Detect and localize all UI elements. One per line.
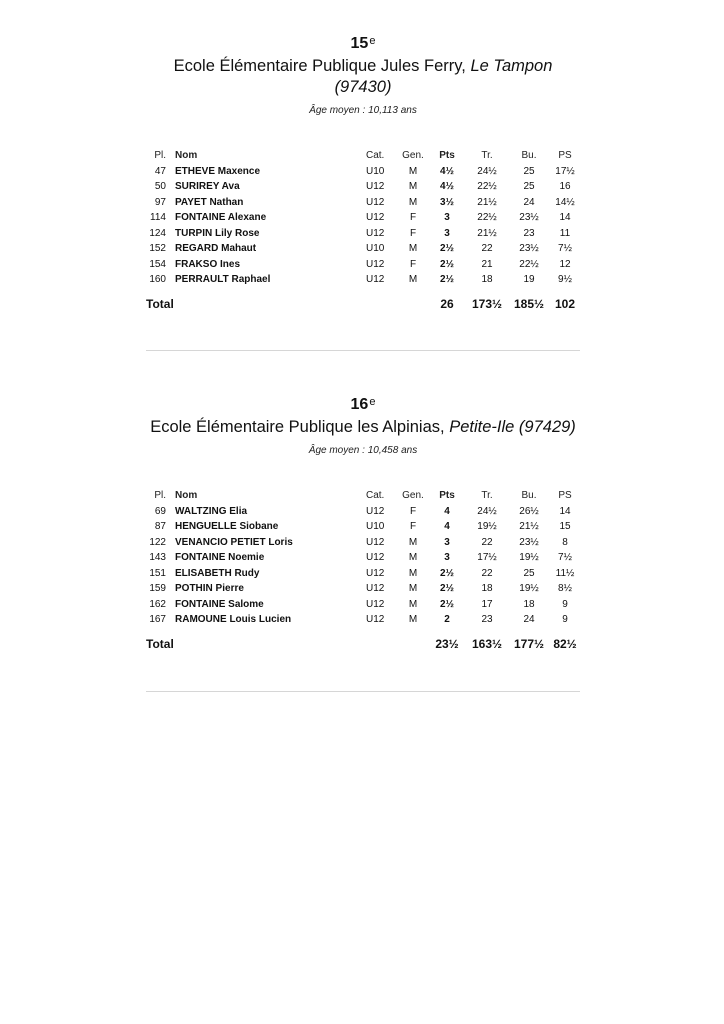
player-nom: REGARD Mahaut <box>175 243 257 254</box>
player-pl: 97 <box>154 196 166 208</box>
player-nom: SURIREY Ava <box>175 181 240 192</box>
school-town: Petite-Ile <box>449 418 515 436</box>
player-cat: U12 <box>366 505 385 517</box>
total-tr: 173½ <box>471 296 503 311</box>
player-row <box>146 241 580 257</box>
player-pl: 122 <box>149 536 166 548</box>
player-row <box>146 612 580 628</box>
player-bu: 19 <box>523 274 535 285</box>
player-tr: 22 <box>481 243 493 254</box>
player-nom: POTHIN Pierre <box>175 583 244 594</box>
player-ps: 16 <box>559 181 571 192</box>
total-row <box>146 628 580 655</box>
player-pts: 2½ <box>440 567 454 579</box>
col-header-ps: PS <box>558 490 572 501</box>
player-nom: PAYET Nathan <box>175 196 244 208</box>
player-cat: U12 <box>366 196 385 208</box>
player-gen: F <box>409 212 417 223</box>
player-bu: 19½ <box>519 583 539 594</box>
rank-suffix: e <box>369 396 376 408</box>
team-table-body <box>146 504 580 628</box>
player-nom: HENGUELLE Siobane <box>175 521 279 532</box>
rank-suffix: e <box>369 35 376 47</box>
player-pts: 3½ <box>440 196 454 208</box>
player-nom: FONTAINE Salome <box>175 598 264 610</box>
player-pts: 2½ <box>440 274 454 285</box>
team-rank <box>146 395 580 415</box>
player-gen: F <box>409 521 417 532</box>
player-cat: U12 <box>366 227 385 239</box>
player-row <box>146 597 580 613</box>
player-cat: U12 <box>366 258 385 270</box>
team-table-body <box>146 164 580 288</box>
player-ps: 7½ <box>558 243 572 254</box>
player-cat: U10 <box>366 521 385 532</box>
total-spacer-cat <box>366 628 398 655</box>
player-bu: 25 <box>523 165 535 177</box>
col-header-pl: Pl. <box>154 490 166 501</box>
col-header-tr: Tr. <box>481 150 493 161</box>
total-pts: 23½ <box>435 636 459 651</box>
player-gen: M <box>408 598 418 610</box>
player-cat: U12 <box>366 598 385 610</box>
player-pl: 87 <box>154 521 166 532</box>
player-pts: 3 <box>444 227 450 239</box>
player-pl: 160 <box>149 274 166 285</box>
player-nom: RAMOUNE Louis Lucien <box>175 614 292 625</box>
player-cat: U12 <box>366 536 385 548</box>
player-tr: 22½ <box>477 181 497 192</box>
player-pts: 3 <box>444 552 450 563</box>
player-gen: M <box>408 196 418 208</box>
player-pl: 167 <box>149 614 166 625</box>
player-bu: 23 <box>523 227 535 239</box>
player-ps: 9 <box>562 614 568 625</box>
col-header-ps: PS <box>558 150 572 161</box>
player-gen: F <box>409 227 417 239</box>
player-gen: M <box>408 165 418 177</box>
player-bu: 25 <box>523 181 535 192</box>
player-pl: 124 <box>149 227 166 239</box>
player-pl: 152 <box>149 243 166 254</box>
player-cat: U10 <box>366 165 385 177</box>
player-pl: 50 <box>154 181 166 192</box>
total-bu: 185½ <box>513 296 545 311</box>
player-pts: 3 <box>444 212 450 223</box>
player-nom: ELISABETH Rudy <box>175 567 260 579</box>
col-header-tr: Tr. <box>481 490 493 501</box>
player-bu: 22½ <box>519 258 539 270</box>
player-row <box>146 195 580 211</box>
player-nom: FONTAINE Alexane <box>175 212 267 223</box>
total-label: Total <box>146 636 174 651</box>
player-gen: M <box>408 552 418 563</box>
col-header-pl: Pl. <box>154 150 166 161</box>
player-tr: 17 <box>481 598 493 610</box>
player-row <box>146 257 580 273</box>
total-spacer-gen <box>398 288 428 315</box>
total-label: Total <box>146 296 174 311</box>
player-row <box>146 566 580 582</box>
player-pts: 4 <box>444 505 450 517</box>
player-pl: 159 <box>149 583 166 594</box>
player-gen: M <box>408 536 418 548</box>
col-header-gen: Gen. <box>402 490 424 501</box>
total-tr: 163½ <box>471 636 503 651</box>
total-spacer-cat <box>366 288 398 315</box>
player-tr: 18 <box>481 274 493 285</box>
total-bu: 177½ <box>513 636 545 651</box>
player-pts: 2½ <box>440 258 454 270</box>
total-row <box>146 288 580 315</box>
player-row <box>146 179 580 195</box>
col-header-cat: Cat. <box>366 490 385 501</box>
player-tr: 24½ <box>477 165 497 177</box>
team-table-15 <box>146 148 580 315</box>
player-pl: 162 <box>149 598 166 610</box>
team-rank <box>146 34 580 54</box>
player-bu: 18 <box>523 598 535 610</box>
player-cat: U12 <box>366 552 385 563</box>
player-tr: 21½ <box>477 196 497 208</box>
player-pl: 69 <box>154 505 166 517</box>
player-ps: 11½ <box>555 567 575 579</box>
player-nom: TURPIN Lily Rose <box>175 227 260 239</box>
col-header-pts: Pts <box>439 150 455 161</box>
total-pts: 26 <box>440 296 454 311</box>
school-postcode: (97430) <box>334 78 392 96</box>
player-tr: 22 <box>481 567 493 579</box>
player-bu: 24 <box>523 196 535 208</box>
player-tr: 24½ <box>477 505 497 517</box>
player-pl: 151 <box>149 567 166 579</box>
player-pl: 143 <box>149 552 166 563</box>
player-pts: 3 <box>444 536 450 548</box>
player-row <box>146 504 580 520</box>
player-ps: 9½ <box>558 274 572 285</box>
player-tr: 22 <box>481 536 493 548</box>
player-cat: U12 <box>366 614 385 625</box>
player-pts: 2 <box>444 614 450 625</box>
player-row <box>146 550 580 566</box>
player-nom: VENANCIO PETIET Loris <box>175 536 293 548</box>
player-row <box>146 535 580 551</box>
player-bu: 23½ <box>519 243 539 254</box>
section-divider <box>146 691 580 692</box>
school-name: Ecole Élémentaire Publique les Alpinias, <box>150 418 450 436</box>
player-row <box>146 272 580 288</box>
player-nom: ETHEVE Maxence <box>175 165 261 177</box>
player-pts: 4 <box>444 521 450 532</box>
average-age: Âge moyen : 10,113 ans <box>309 105 417 116</box>
player-tr: 17½ <box>477 552 497 563</box>
total-spacer-gen <box>398 628 428 655</box>
player-bu: 23½ <box>519 536 539 548</box>
player-bu: 19½ <box>519 552 539 563</box>
player-ps: 7½ <box>558 552 572 563</box>
table-header-row <box>146 488 580 504</box>
team-table-16 <box>146 488 580 655</box>
player-ps: 8½ <box>558 583 572 594</box>
player-cat: U12 <box>366 212 385 223</box>
player-bu: 25 <box>523 567 535 579</box>
col-header-cat: Cat. <box>366 150 385 161</box>
rank-number: 15 <box>350 35 369 52</box>
section-divider <box>146 350 580 351</box>
col-header-bu: Bu. <box>521 150 537 161</box>
player-nom: FRAKSO Ines <box>175 258 241 270</box>
player-cat: U10 <box>366 243 385 254</box>
player-pts: 2½ <box>440 243 454 254</box>
player-gen: M <box>408 181 418 192</box>
player-gen: F <box>409 505 417 517</box>
player-tr: 23 <box>481 614 493 625</box>
player-gen: M <box>408 614 418 625</box>
player-nom: WALTZING Elia <box>175 505 248 517</box>
school-postcode: (97429) <box>518 418 576 436</box>
player-bu: 23½ <box>519 212 539 223</box>
player-pts: 2½ <box>440 583 454 594</box>
player-cat: U12 <box>366 274 385 285</box>
col-header-bu: Bu. <box>521 490 537 501</box>
player-ps: 14½ <box>555 196 575 208</box>
player-nom: PERRAULT Raphael <box>175 274 271 285</box>
team-section-16 <box>146 395 580 458</box>
player-ps: 12 <box>559 258 571 270</box>
col-header-gen: Gen. <box>402 150 424 161</box>
player-pl: 114 <box>150 212 166 223</box>
col-header-pts: Pts <box>439 490 455 501</box>
school-title <box>146 56 580 98</box>
player-tr: 18 <box>481 583 493 594</box>
player-ps: 11 <box>559 227 571 239</box>
player-gen: M <box>408 274 418 285</box>
table-header-row <box>146 148 580 164</box>
team-section-15 <box>146 34 580 118</box>
player-row <box>146 226 580 242</box>
player-gen: M <box>408 583 418 594</box>
player-pts: 4½ <box>440 181 454 192</box>
player-bu: 26½ <box>519 505 539 517</box>
player-ps: 9 <box>562 598 568 610</box>
player-cat: U12 <box>366 567 385 579</box>
player-cat: U12 <box>366 181 385 192</box>
average-age: Âge moyen : 10,458 ans <box>308 445 418 456</box>
player-row <box>146 581 580 597</box>
player-row <box>146 210 580 226</box>
player-gen: M <box>408 567 418 579</box>
player-tr: 19½ <box>477 521 497 532</box>
col-header-nom: Nom <box>175 150 198 161</box>
player-row <box>146 164 580 180</box>
player-ps: 15 <box>559 521 571 532</box>
school-title <box>146 417 580 438</box>
player-tr: 22½ <box>477 212 497 223</box>
player-ps: 17½ <box>555 165 575 177</box>
total-ps: 102 <box>554 296 576 311</box>
total-ps: 82½ <box>553 636 577 651</box>
player-pl: 154 <box>149 258 166 270</box>
player-tr: 21 <box>481 258 493 270</box>
player-pts: 4½ <box>440 165 454 177</box>
player-nom: FONTAINE Noemie <box>175 552 265 563</box>
rank-number: 16 <box>350 396 369 413</box>
player-row <box>146 519 580 535</box>
player-gen: F <box>409 258 417 270</box>
player-gen: M <box>408 243 418 254</box>
col-header-nom: Nom <box>175 490 198 501</box>
player-cat: U12 <box>366 583 385 594</box>
player-bu: 24 <box>523 614 535 625</box>
player-bu: 21½ <box>519 521 539 532</box>
school-town: Le Tampon <box>470 57 553 75</box>
player-pts: 2½ <box>440 598 454 610</box>
player-ps: 14 <box>559 505 571 517</box>
player-tr: 21½ <box>477 227 497 239</box>
player-ps: 14 <box>559 212 571 223</box>
school-name: Ecole Élémentaire Publique Jules Ferry, <box>173 57 471 75</box>
player-ps: 8 <box>562 536 568 548</box>
player-pl: 47 <box>154 165 166 177</box>
